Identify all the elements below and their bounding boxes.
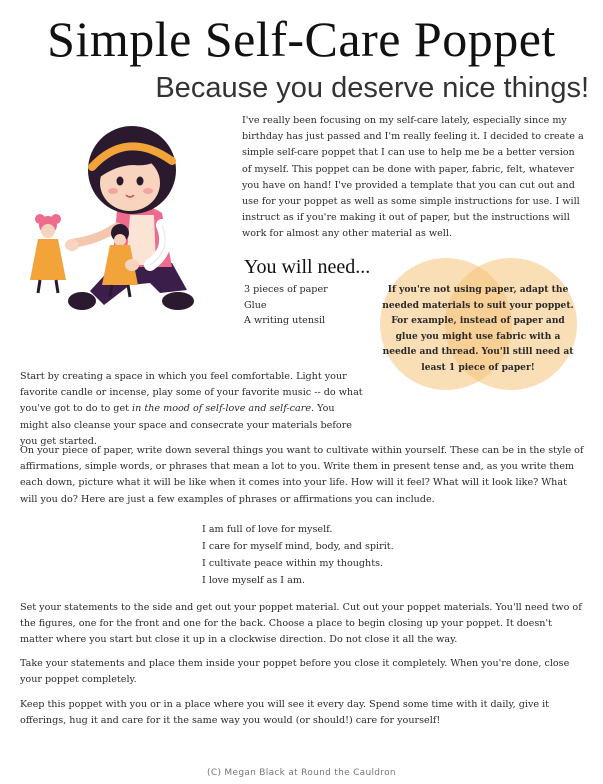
intro-paragraph: I've really been focusing on my self-care lately, especially since my birthday has just passed and I'm really feeling it. I decided to create a simple self-care poppet that I can use to help me be a better version of myself. This poppet can be done with paper, fabric, felt, whatever you have on hand! I've provided a template that you can cut out and use for your poppet as well as some simple instructions for use. I will instruct as if you're making it out of paper, but the instructions will work for almost any other material as well. bbox=[242, 115, 584, 240]
p1-emphasis: in the mood of self-love and self-care bbox=[132, 403, 311, 415]
materials-heading: You will need... bbox=[244, 256, 371, 278]
materials-item: Glue bbox=[244, 299, 267, 311]
body-paragraph-2: On your piece of paper, write down several things you want to cultivate within yourself. These can be in the style of affirmations, simple words, or phrases that mean a lot to you. Write them in present tense and, as you write them each down, picture what it will be like when it comes into your life. How will it feel? What will it look like? What will you do? Here are just a few examples of phrases or affirmations you can include. bbox=[20, 445, 584, 505]
materials-item: A writing utensil bbox=[244, 315, 326, 326]
affirmations-list bbox=[202, 521, 394, 589]
copyright-footer: (C) Megan Black at Round the Cauldron bbox=[207, 768, 396, 778]
girl-with-poppets-illustration bbox=[22, 115, 237, 330]
affirmation-item: I care for myself mind, body, and spirit. bbox=[202, 541, 394, 552]
body-paragraph-5: Keep this poppet with you or in a place where you will see it every day. Spend some time with it daily, give it offerings, hug it and care for it the same way you would (or should!) care for yourself! bbox=[20, 699, 550, 727]
p1-text: Start by creating a space in which you feel comfortable. Light your favorite candle or incense, play some of your favorite music -- do what you've got to do to get bbox=[20, 371, 363, 415]
body-paragraph-3: Set your statements to the side and get out your poppet material. Cut out your poppet materials. You'll need two of the figures, one for the front and one for the back. Choose a place to begin closing up your poppet. It doesn't matter where you start but close it up in a clockwise direction. Do not close it all the way. bbox=[20, 602, 582, 646]
materials-list bbox=[244, 282, 328, 329]
page-title: Simple Self-Care Poppet bbox=[47, 11, 556, 67]
affirmation-item: I cultivate peace within my thoughts. bbox=[202, 558, 384, 569]
materials-item: 3 pieces of paper bbox=[244, 284, 328, 295]
page-subtitle: Because you deserve nice things! bbox=[155, 72, 589, 104]
affirmation-item: I am full of love for myself. bbox=[202, 524, 333, 535]
body-paragraph-1 bbox=[20, 369, 365, 450]
p1-text-end: . You might also cleanse your space and consecrate your materials before you get started. bbox=[20, 403, 352, 447]
body-paragraph-4: Take your statements and place them inside your poppet before you close it completely. When you're done, close your poppet completely. bbox=[20, 658, 570, 686]
affirmation-item: I love myself as I am. bbox=[202, 575, 306, 586]
materials-callout: If you're not using paper, adapt the needed materials to suit your poppet. For example, instead of paper and glue you might use fabric with a needle and thread. You'll still need at least 1 piece of paper! bbox=[382, 284, 574, 373]
